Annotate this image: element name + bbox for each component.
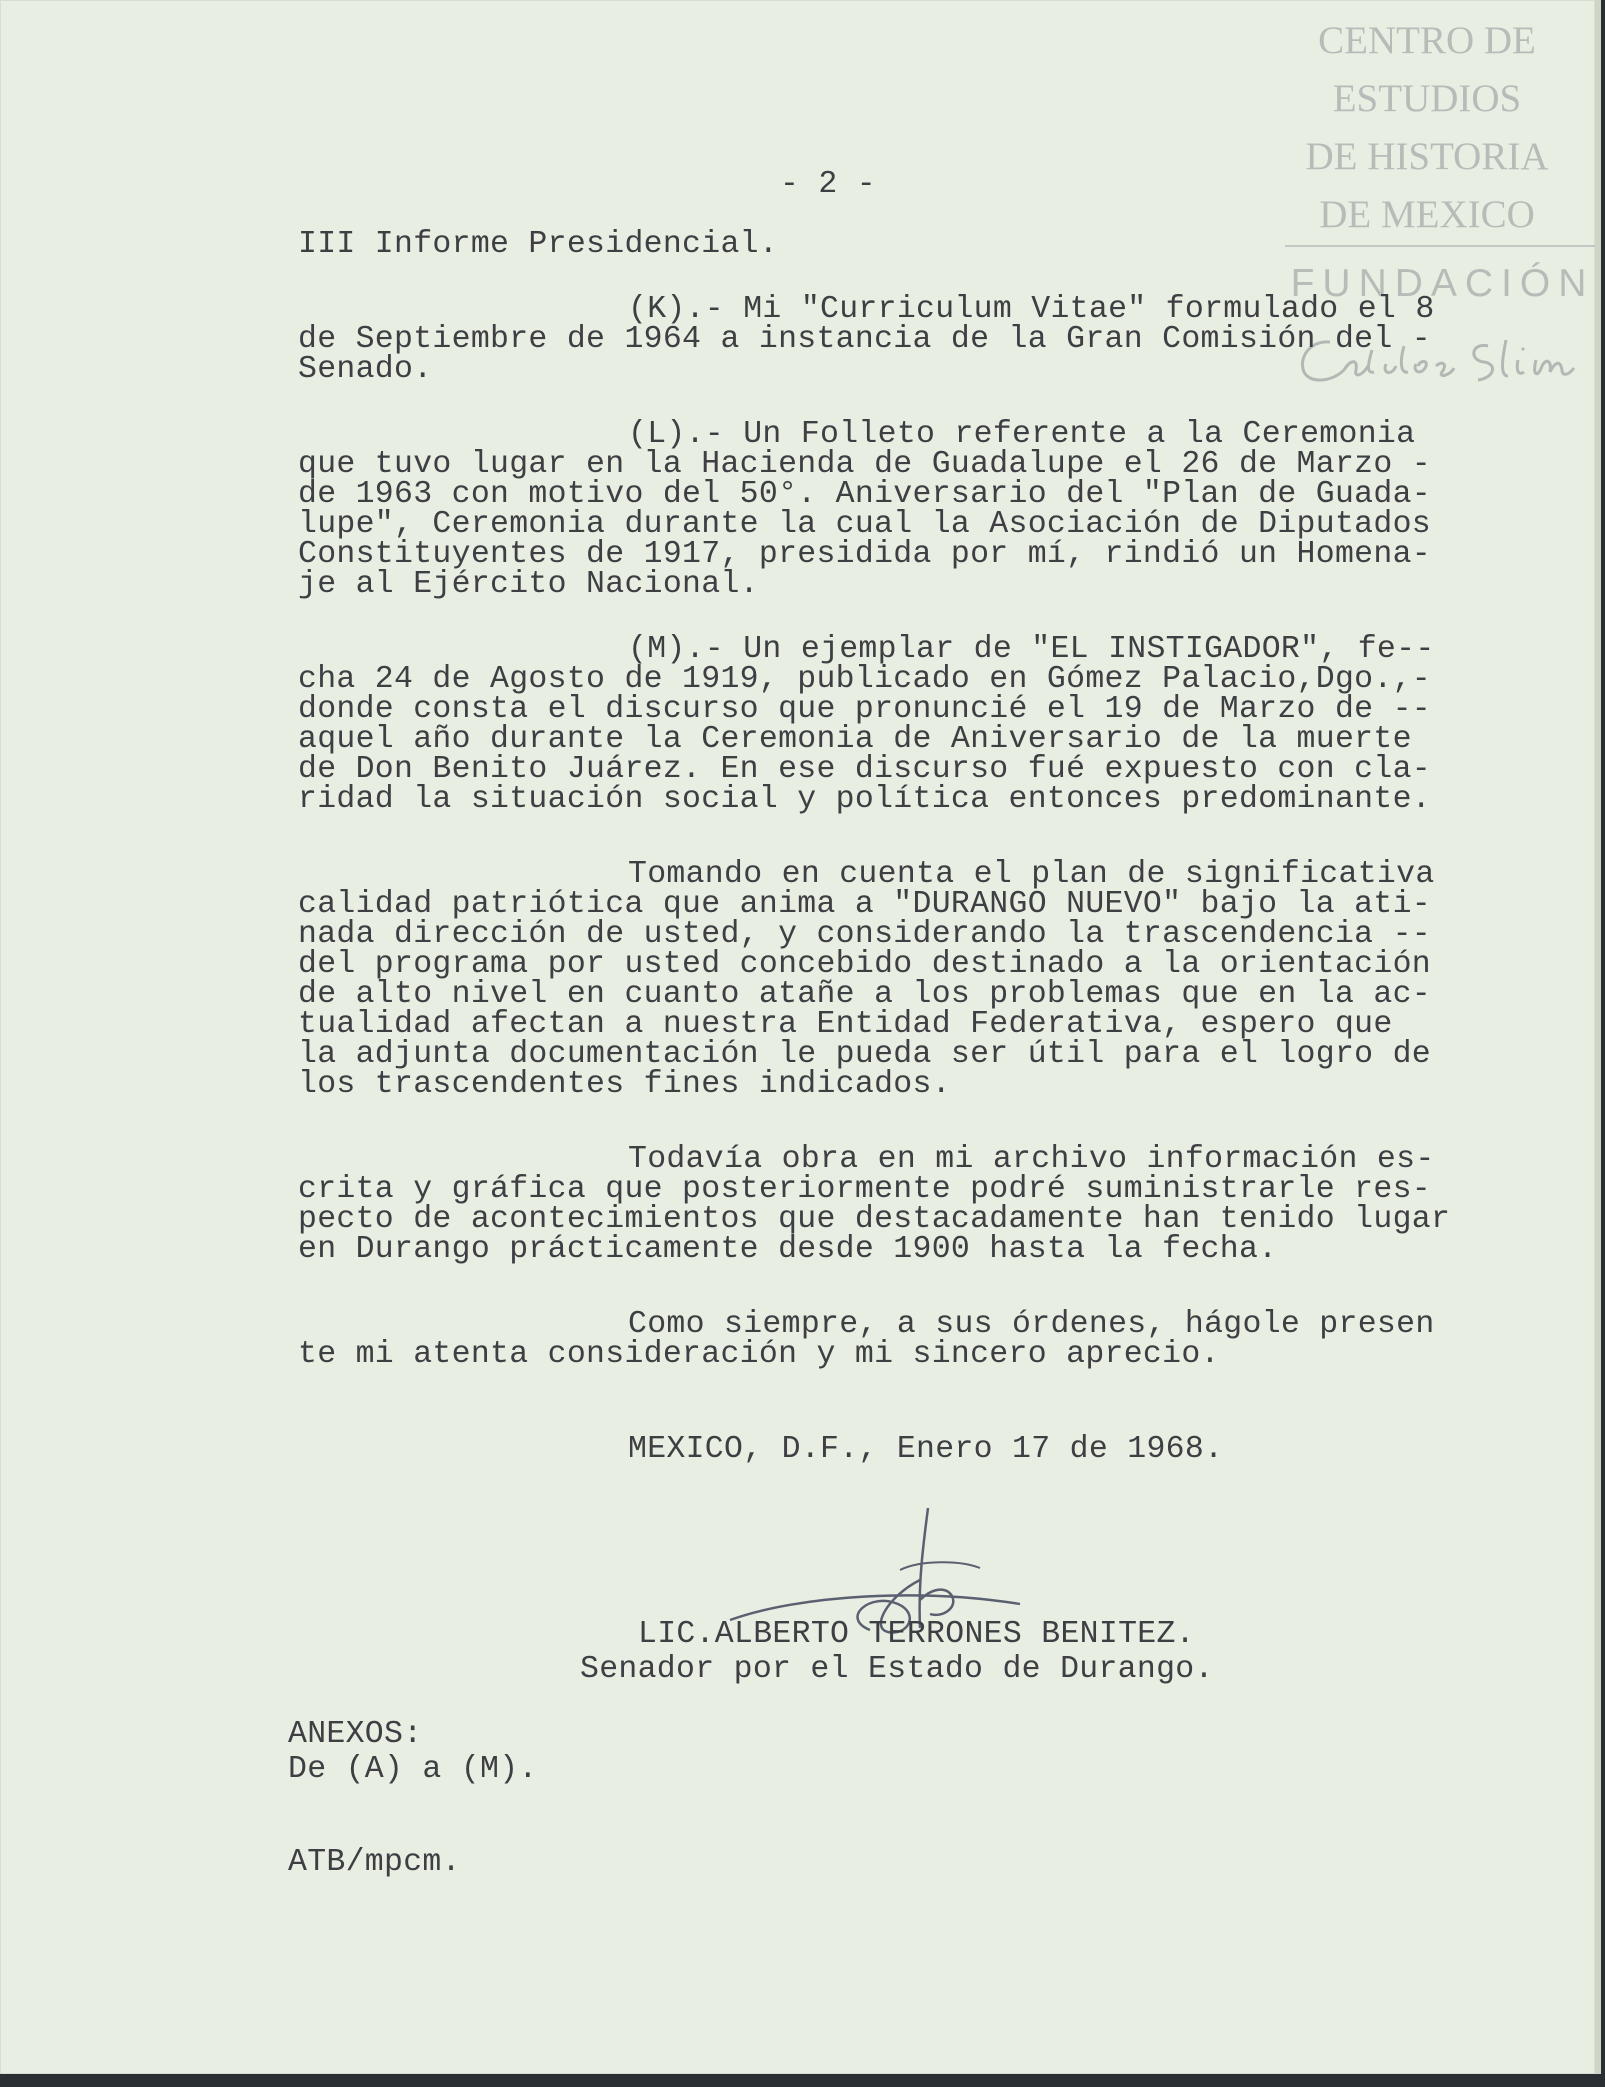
annexes-heading: ANEXOS: <box>288 1717 423 1752</box>
watermark-divider <box>1285 245 1601 247</box>
text-line: cha 24 de Agosto de 1919, publicado en Gómez Palacio,Dgo.,- <box>298 662 1431 697</box>
text-line: la adjunta documentación le pueda ser útil para el logro de <box>298 1037 1431 1072</box>
text-line: Tomando en cuenta el plan de significativa <box>628 857 1435 892</box>
text-line: calidad patriótica que anima a "DURANGO NUEVO" bajo la ati- <box>298 887 1431 922</box>
text-line: (M).- Un ejemplar de "EL INSTIGADOR", fe-- <box>628 632 1435 667</box>
text-line: los trascendentes fines indicados. <box>298 1067 951 1102</box>
watermark-line: ESTUDIOS <box>1332 77 1522 120</box>
text-line: te mi atenta consideración y mi sincero aprecio. <box>298 1337 1220 1372</box>
signer-name: LIC.ALBERTO TERRONES BENITEZ. <box>638 1617 1195 1652</box>
text-line: tualidad afectan a nuestra Entidad Federativa, espero que <box>298 1007 1393 1042</box>
text-line: de alto nivel en cuanto atañe a los problemas que en la ac- <box>298 977 1431 1012</box>
text-line: que tuvo lugar en la Hacienda de Guadalupe el 26 de Marzo - <box>298 447 1431 482</box>
text-line: Todavía obra en mi archivo información es- <box>628 1142 1435 1177</box>
text-line: je al Ejército Nacional. <box>298 567 759 602</box>
annexes-range: De (A) a (M). <box>288 1752 538 1787</box>
text-line: lupe", Ceremonia durante la cual la Asociación de Diputados <box>298 507 1431 542</box>
reference-initials: ATB/mpcm. <box>288 1845 461 1880</box>
watermark-line: DE HISTORIA <box>1305 135 1549 178</box>
text-line: de 1963 con motivo del 50°. Aniversario del "Plan de Guada- <box>298 477 1431 512</box>
watermark-line: DE MEXICO <box>1319 193 1535 236</box>
text-line: nada dirección de usted, y considerando la trascendencia -- <box>298 917 1431 952</box>
text-line: pecto de acontecimientos que destacadamente han tenido lugar <box>298 1202 1451 1237</box>
text-line: del programa por usted concebido destinado a la orientación <box>298 947 1431 982</box>
text-line: aquel año durante la Ceremonia de Aniversario de la muerte <box>298 722 1412 757</box>
document-heading: III Informe Presidencial. <box>298 227 779 262</box>
text-line: crita y gráfica que posteriormente podré suministrarle res- <box>298 1172 1431 1207</box>
text-line: Constituyentes de 1917, presidida por mí, rindió un Homena- <box>298 537 1431 572</box>
text-line: Senado. <box>298 352 433 387</box>
watermark-foundation: FUNDACIÓN <box>1290 262 1595 305</box>
text-line: de Septiembre de 1964 a instancia de la Gran Comisión del - <box>298 322 1431 357</box>
text-line: Como siempre, a sus órdenes, hágole presen <box>628 1307 1435 1342</box>
text-line: ridad la situación social y política entonces predominante. <box>298 782 1431 817</box>
text-line: (L).- Un Folleto referente a la Ceremonia <box>628 417 1416 452</box>
text-line: (K).- Mi "Curriculum Vitae" formulado el 8 <box>628 292 1435 327</box>
signer-title: Senador por el Estado de Durango. <box>580 1652 1214 1687</box>
date-line: MEXICO, D.F., Enero 17 de 1968. <box>628 1432 1224 1467</box>
text-line: en Durango prácticamente desde 1900 hasta la fecha. <box>298 1232 1278 1267</box>
text-line: de Don Benito Juárez. En ese discurso fué expuesto con cla- <box>298 752 1431 787</box>
watermark-line: CENTRO DE <box>1318 19 1536 62</box>
text-line: donde consta el discurso que pronuncié el 19 de Marzo de -- <box>298 692 1431 727</box>
archive-watermark <box>1277 12 1577 244</box>
scan-border <box>0 2074 1605 2087</box>
page-number: - 2 - <box>780 167 877 202</box>
